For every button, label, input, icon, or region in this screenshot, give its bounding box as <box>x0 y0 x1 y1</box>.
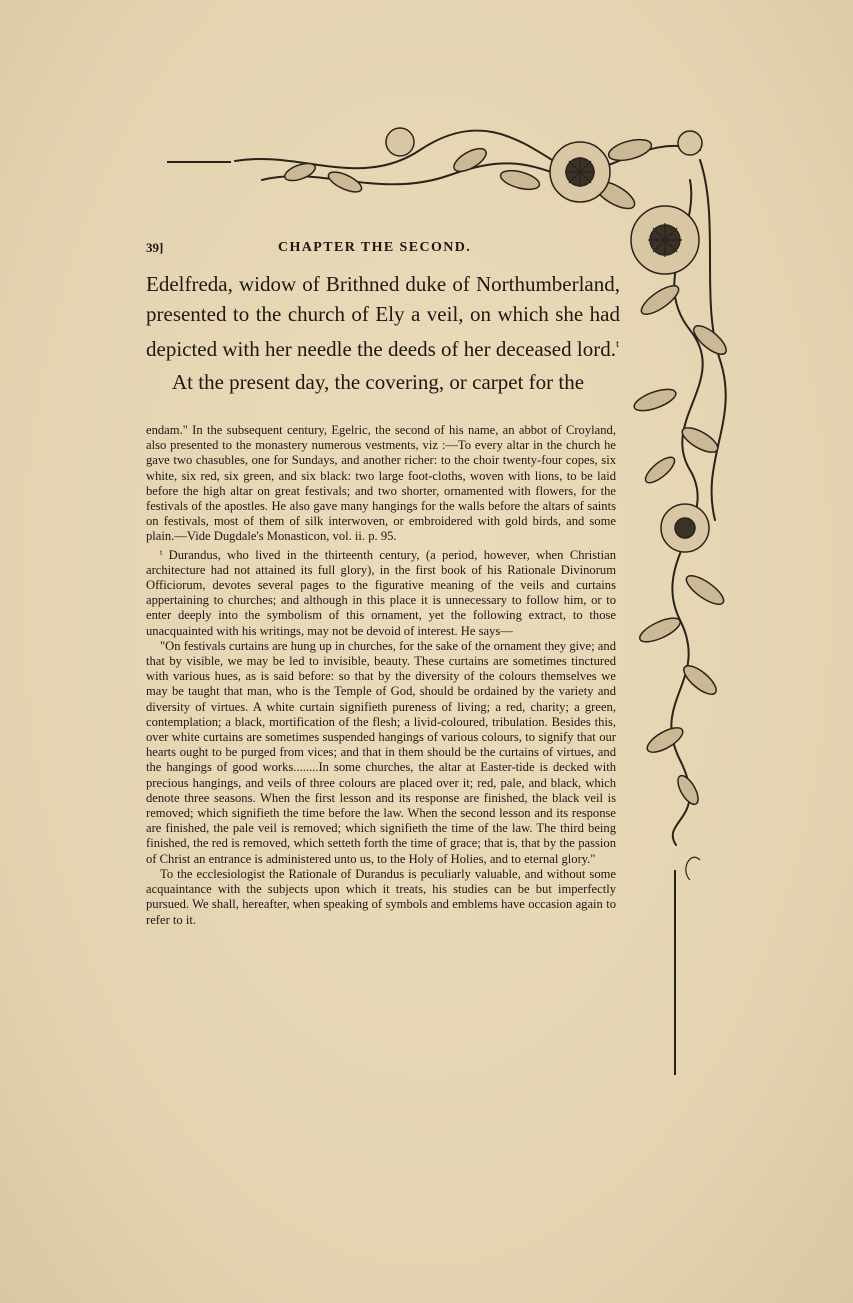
main-paragraph-continued: At the present day, the covering, or carpet for the <box>172 370 585 394</box>
footnote-closing: To the ecclesiologist the Rationale of Durandus is peculiarly valuable, and without some acquaintance with the subjects upon which it treats, his studies can be but imperfectly pursued. We shall, hereafter, when speaking of symbols and emblems have occasion again to refer to it. <box>146 866 616 927</box>
page-number: 39] <box>146 240 164 255</box>
footnotes <box>146 423 616 928</box>
footnote-mark: t <box>160 547 163 557</box>
footnote-t: $^t$ Durandus, who lived in the thirteenth century, (a period, however, when Christian architecture had not attained its full glory), in the first book of his Rationale Divinorum Officiorum, devotes several pages to the figurative meaning of the veils and curtains appertaining to churches; and although in this place it is unnecessary to follow him, or to enter deeply into the symbolism of this ornament, yet the following extract, to those unacquainted with his writings, may not be devoid of interest. He says— <box>146 547 616 638</box>
running-head <box>146 240 616 258</box>
main-paragraph: Edelfreda, widow of Brithned duke of Northumberland, presented to the church of Ely a veil, on which she had depicted with her needle the deeds of her deceased lord.$^t$ <box>146 272 620 361</box>
footnote-continued: endam." In the subsequent century, Egelric, the second of his name, an abbot of Croyland, also presented to the monastery numerous vestments, viz :—To every altar in the church he gave two chasubles, one for Sundays, and another richer: to the choir twenty-four copes, six white, six red, six green, and six black: two large foot-cloths, woven with lions, to be laid before the high altar on great festivals; and two shorter, ornamented with flowers, for the festivals of the apostles. He also gave many hangings for the walls before the altars of saints on festivals, most of them of silk interwoven, or embroidered with gold birds, and some plain.—Vide Dugdale's Monasticon, vol. ii. p. 95. <box>146 423 616 544</box>
footnote-quote: "On festivals curtains are hung up in churches, for the sake of the ornament they give; and that by visible, we may be led to invisible, beauty. These curtains are sometimes tinctured with various hues, as is said before: so that by the diversity of the colours themselves we may be taught that man, who is the Temple of God, should be ordained by the variety and diversity of virtues. A white curtain signifieth pureness of living; a red, charity; a green, contemplation; a black, mortification of the flesh; a livid-coloured, tribulation. Besides this, over white curtains are sometimes suspended hangings of various colours, to signify that our hearts ought to be purged from vices; and that in them should be the curtains of virtues, and the hangings of good works........In some churches, the altar at Easter-tide is decked with precious hangings, and veils of three colours are placed over it; red, pale, and black, which denote three seasons. When the first lesson and its response are finished, the black veil is removed; which signifieth the time before the law. When the second lesson and its response are finished, the pale veil is removed; which signifieth the time of the law. The third being finished, the red is removed, which setteth forth the time of grace; that is, that by the passion of Christ an entrance is administered unto us, to the Holy of Holies, and to eternal glory." <box>146 638 616 866</box>
main-text <box>146 269 620 397</box>
chapter-title: CHAPTER THE SECOND. <box>278 240 472 255</box>
border-rule <box>674 870 676 1075</box>
footnote-mark: t <box>615 338 620 350</box>
